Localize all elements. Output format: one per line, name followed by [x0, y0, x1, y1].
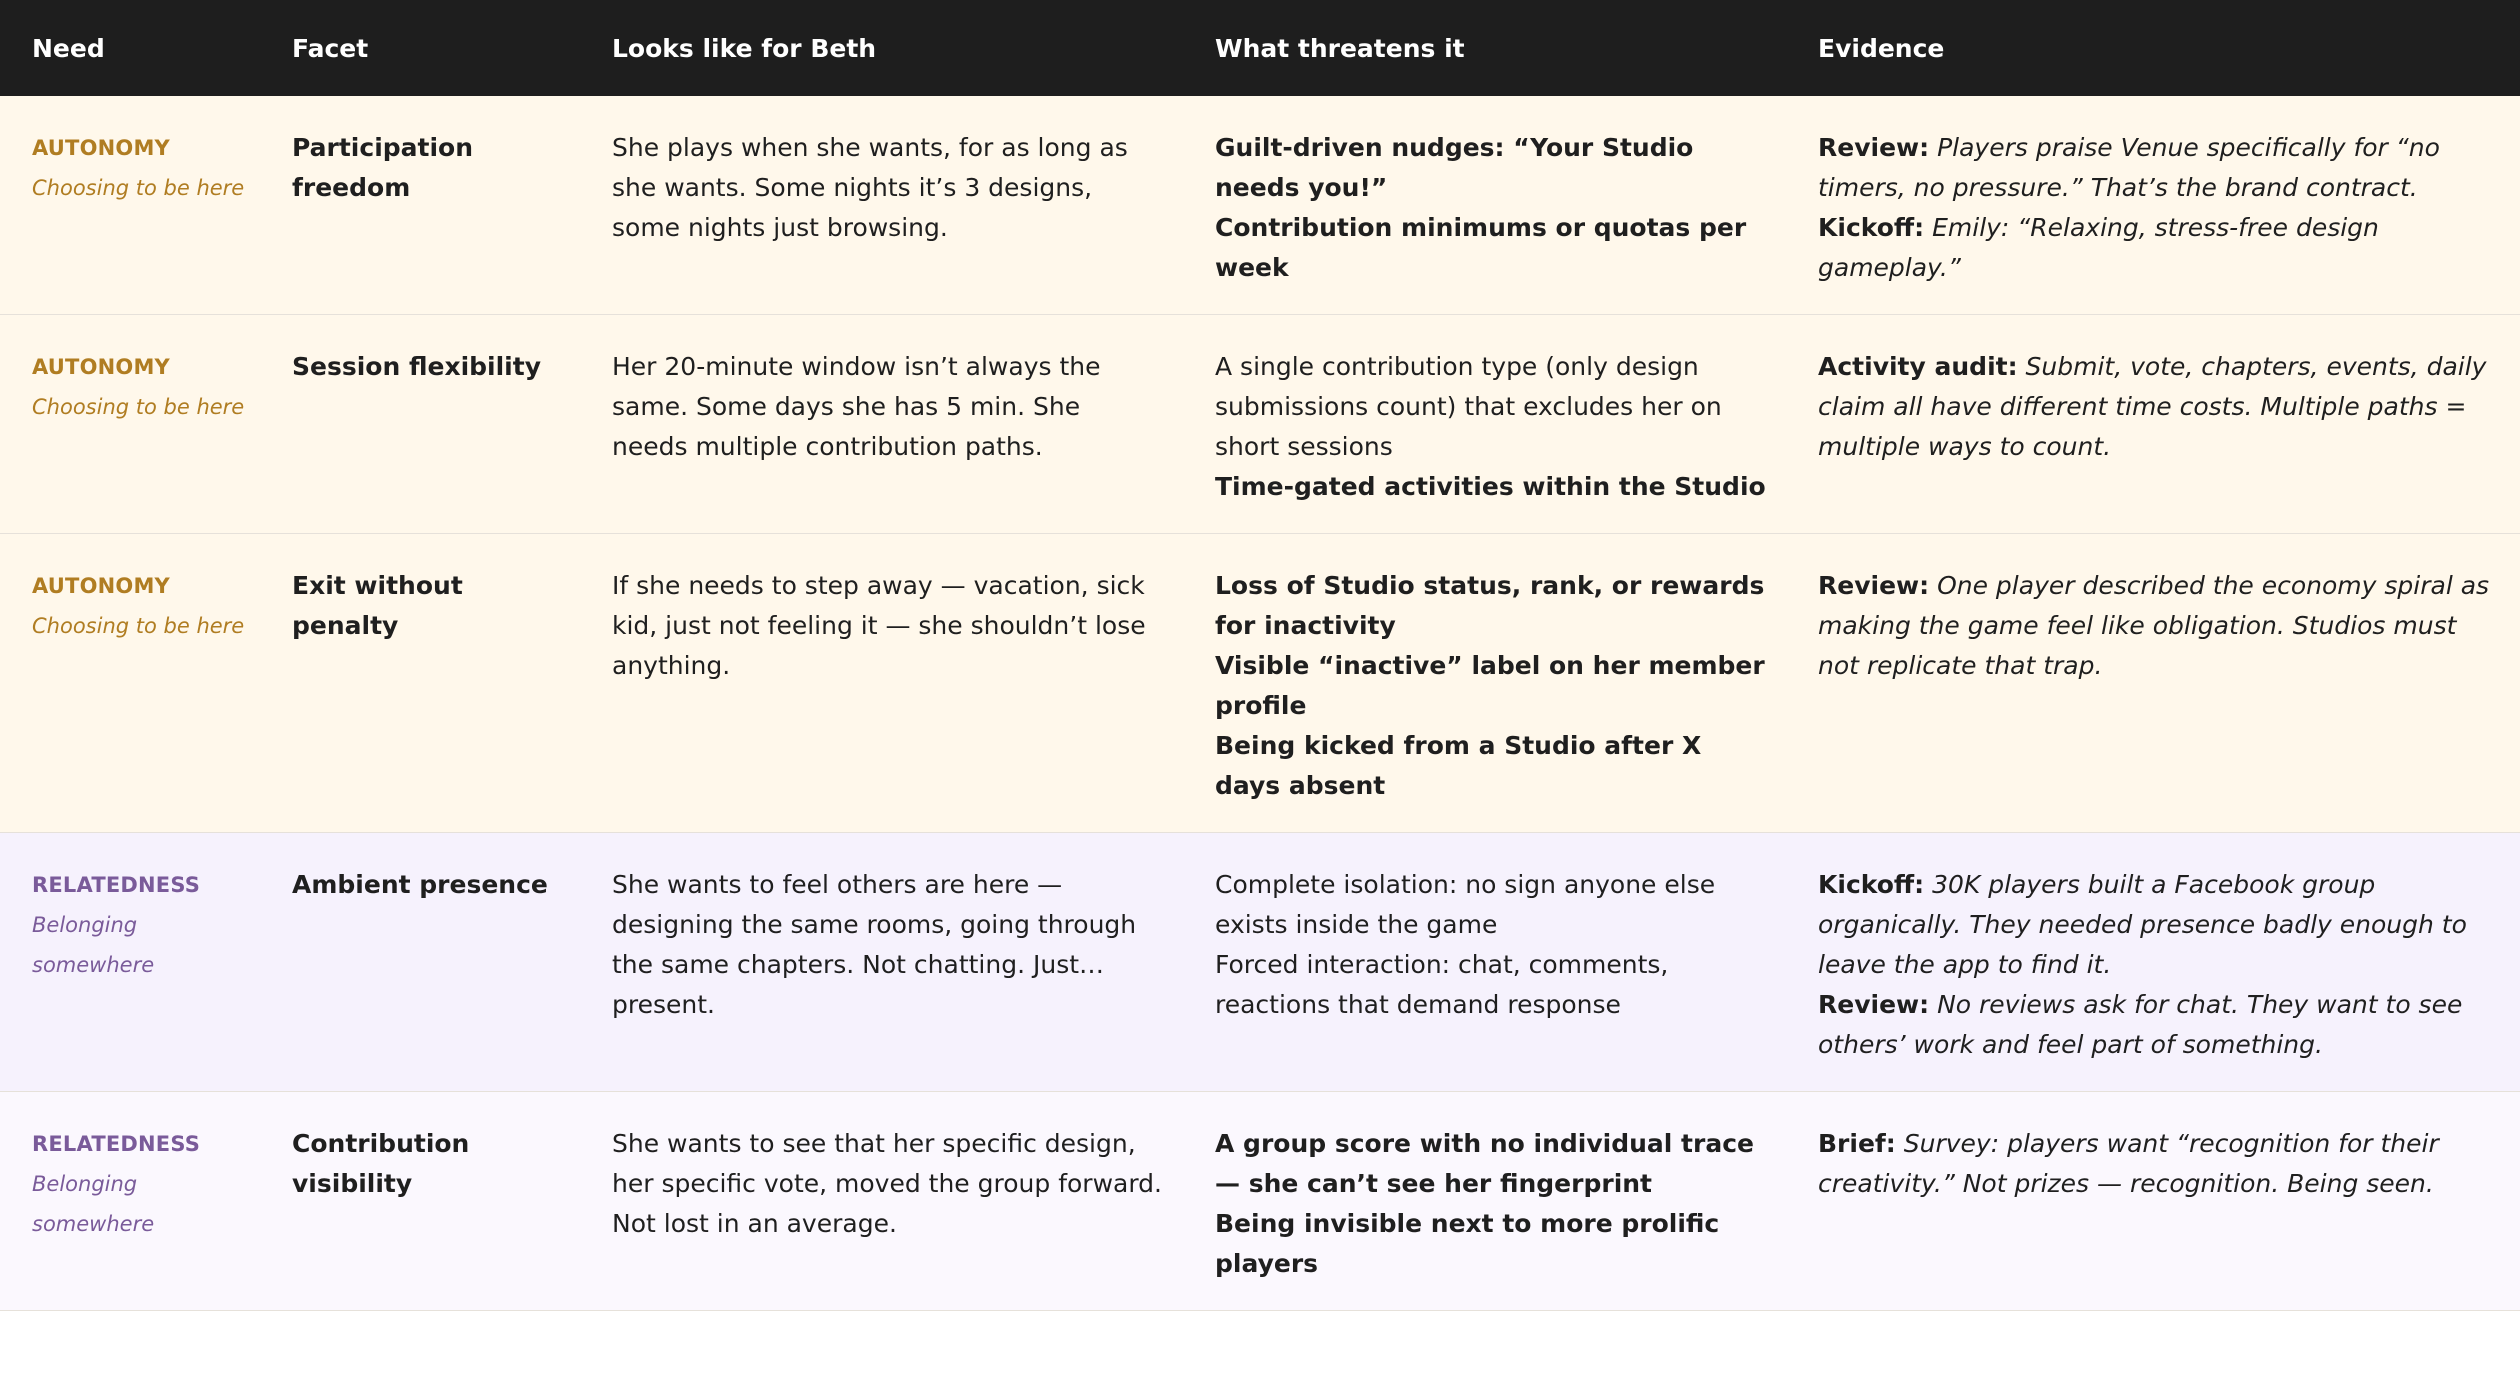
table-row	[0, 833, 2520, 1092]
need-cell	[0, 534, 260, 833]
threat-item: Forced interaction: chat, comments, reactions that demand response	[1215, 950, 1669, 1019]
evidence-cell	[1786, 96, 2520, 315]
threats-cell	[1183, 534, 1786, 833]
evidence-cell	[1786, 534, 2520, 833]
looks-like-cell: If she needs to step away — vacation, sick kid, just not feeling it — she shouldn’t lose anything.	[580, 534, 1183, 833]
evidence-label: Review:	[1818, 571, 1930, 600]
evidence-cell	[1786, 315, 2520, 534]
need-subtitle: Belonging somewhere	[32, 1172, 155, 1236]
looks-like-cell: She wants to feel others are here — designing the same rooms, going through the same chapters. Not chatting. Just… present.	[580, 833, 1183, 1092]
evidence-item	[1818, 865, 2500, 985]
need-subtitle: Belonging somewhere	[32, 913, 155, 977]
threats-cell	[1183, 833, 1786, 1092]
need-label: RELATEDNESS	[32, 873, 201, 897]
need-label: AUTONOMY	[32, 136, 170, 160]
evidence-label: Brief:	[1818, 1129, 1896, 1158]
facet-cell: Exit without penalty	[260, 534, 580, 833]
looks-like-cell: She wants to see that her specific design, her specific vote, moved the group forward. Not lost in an average.	[580, 1092, 1183, 1311]
facet-cell: Participation freedom	[260, 96, 580, 315]
threats-cell	[1183, 96, 1786, 315]
need-label: AUTONOMY	[32, 574, 170, 598]
need-subtitle: Choosing to be here	[32, 395, 245, 419]
looks-like-cell: She plays when she wants, for as long as she wants. Some nights it’s 3 designs, some nights just browsing.	[580, 96, 1183, 315]
threat-item: Contribution minimums or quotas per week	[1215, 213, 1747, 282]
evidence-label: Activity audit:	[1818, 352, 2018, 381]
need-label: RELATEDNESS	[32, 1132, 201, 1156]
header-looks-like: Looks like for Beth	[612, 33, 877, 63]
threat-item: Being kicked from a Studio after X days absent	[1215, 731, 1702, 800]
looks-like-cell: Her 20-minute window isn’t always the same. Some days she has 5 min. She needs multiple contribution paths.	[580, 315, 1183, 534]
need-cell	[0, 315, 260, 534]
evidence-item	[1818, 208, 2500, 288]
threat-item: Complete isolation: no sign anyone else exists inside the game	[1215, 870, 1716, 939]
facet-cell: Session flexibility	[260, 315, 580, 534]
evidence-label: Review:	[1818, 990, 1930, 1019]
evidence-text: No reviews ask for chat. They want to see others’ work and feel part of something.	[1818, 990, 2463, 1059]
evidence-text: 30K players built a Facebook group organically. They needed presence badly enough to leave the app to find it.	[1818, 870, 2467, 979]
need-cell	[0, 1092, 260, 1311]
evidence-label: Kickoff:	[1818, 870, 1925, 899]
evidence-text: Survey: players want “recognition for their creativity.” Not prizes — recognition. Being seen.	[1818, 1129, 2439, 1198]
table-row	[0, 315, 2520, 534]
evidence-item	[1818, 128, 2500, 208]
evidence-cell	[1786, 833, 2520, 1092]
table-header-row	[0, 0, 2520, 96]
threat-item: A group score with no individual trace — she can’t see her fingerprint	[1215, 1129, 1754, 1198]
evidence-cell	[1786, 1092, 2520, 1311]
table-row	[0, 96, 2520, 315]
need-subtitle: Choosing to be here	[32, 614, 245, 638]
need-cell	[0, 833, 260, 1092]
threats-cell	[1183, 1092, 1786, 1311]
threat-item: Visible “inactive” label on her member profile	[1215, 651, 1765, 720]
threat-item: A single contribution type (only design submissions count) that excludes her on short sessions	[1215, 352, 1722, 461]
threat-item: Loss of Studio status, rank, or rewards for inactivity	[1215, 571, 1765, 640]
facet-cell: Contribution visibility	[260, 1092, 580, 1311]
header-evidence: Evidence	[1818, 33, 1945, 63]
table-row	[0, 1092, 2520, 1311]
table-row	[0, 534, 2520, 833]
header-facet: Facet	[292, 33, 369, 63]
threat-item: Guilt-driven nudges: “Your Studio needs you!”	[1215, 133, 1694, 202]
evidence-item	[1818, 566, 2500, 686]
evidence-label: Kickoff:	[1818, 213, 1925, 242]
need-label: AUTONOMY	[32, 355, 170, 379]
facet-cell: Ambient presence	[260, 833, 580, 1092]
need-subtitle: Choosing to be here	[32, 176, 245, 200]
evidence-text: Emily: “Relaxing, stress-free design gameplay.”	[1818, 213, 2379, 282]
threats-cell	[1183, 315, 1786, 534]
evidence-text: Players praise Venue specifically for “no timers, no pressure.” That’s the brand contract.	[1818, 133, 2440, 202]
evidence-label: Review:	[1818, 133, 1930, 162]
evidence-item	[1818, 1124, 2500, 1204]
header-need: Need	[32, 33, 105, 63]
evidence-text: One player described the economy spiral as making the game feel like obligation. Studios must not replicate that trap.	[1818, 571, 2490, 680]
need-cell	[0, 96, 260, 315]
threat-item: Time-gated activities within the Studio	[1215, 472, 1766, 501]
header-threats: What threatens it	[1215, 33, 1465, 63]
evidence-text: Submit, vote, chapters, events, daily claim all have different time costs. Multiple paths = multiple ways to count.	[1818, 352, 2487, 461]
evidence-item	[1818, 985, 2500, 1065]
evidence-item	[1818, 347, 2500, 467]
threat-item: Being invisible next to more prolific players	[1215, 1209, 1720, 1278]
